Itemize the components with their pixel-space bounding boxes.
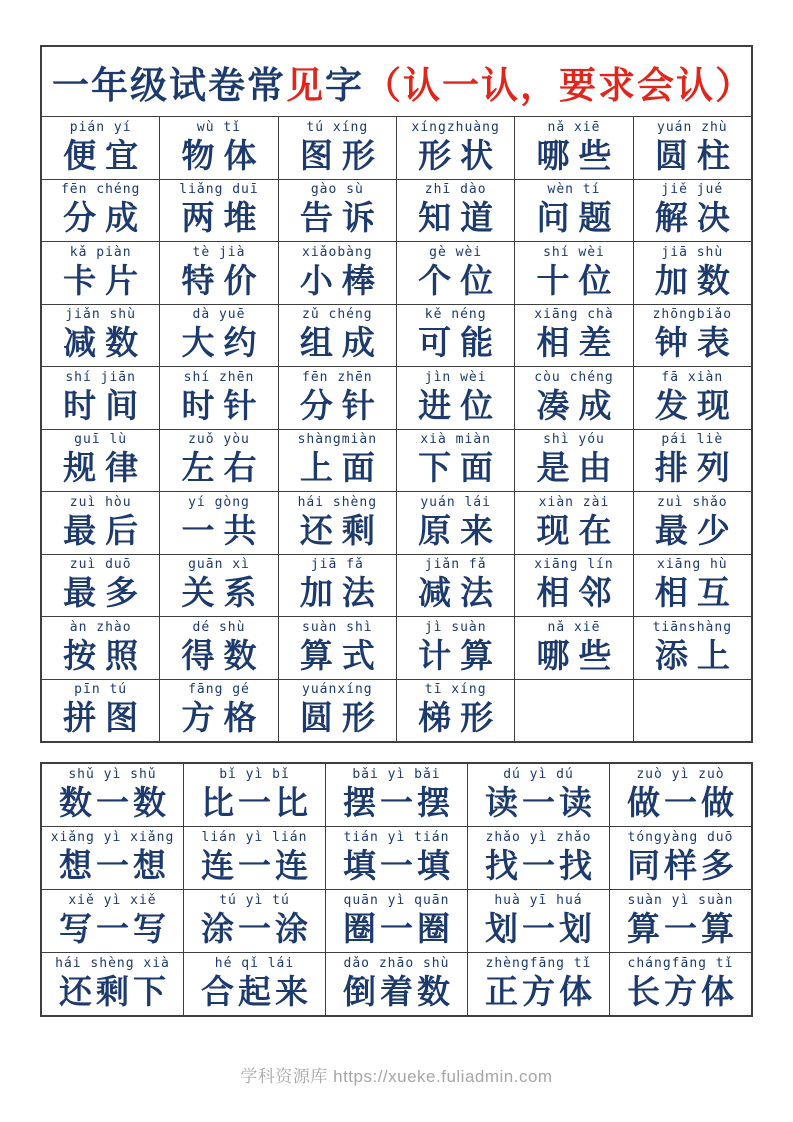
word-cell xyxy=(42,680,159,742)
pinyin-label: tián yì tián xyxy=(343,830,450,845)
hanzi-word: 左右 xyxy=(181,449,266,487)
hanzi-word: 同样多 xyxy=(627,847,738,884)
pinyin-label: shí jiān xyxy=(65,369,136,385)
title-segment-navy: 一年级试卷常 xyxy=(52,64,286,106)
hanzi-word: 哪些 xyxy=(536,636,621,674)
hanzi-word: 梯形 xyxy=(418,699,503,737)
hanzi-word: 正方体 xyxy=(485,973,596,1010)
word-cell xyxy=(184,827,325,889)
pinyin-label: jìn wèi xyxy=(424,369,487,385)
hanzi-word: 还剩 xyxy=(299,511,384,549)
hanzi-word: 小棒 xyxy=(299,261,384,299)
word-cell xyxy=(42,430,159,492)
pinyin-label: jiě jué xyxy=(661,182,724,198)
hanzi-word: 分成 xyxy=(63,199,148,237)
word-cell xyxy=(160,555,277,617)
hanzi-word: 告诉 xyxy=(299,199,384,237)
hanzi-word: 算式 xyxy=(299,636,384,674)
pinyin-label: hái shèng xià xyxy=(55,956,170,971)
hanzi-word: 想一想 xyxy=(59,847,170,884)
hanzi-word: 拼图 xyxy=(63,699,148,737)
word-cell xyxy=(610,827,751,889)
pinyin-label: yuán zhù xyxy=(657,119,728,135)
hanzi-word: 加数 xyxy=(654,261,739,299)
word-cell xyxy=(42,764,183,826)
pinyin-label: shì yóu xyxy=(543,432,605,448)
word-cell xyxy=(610,764,751,826)
hanzi-word: 摆一摆 xyxy=(343,784,454,821)
pinyin-label: hái shèng xyxy=(297,494,378,510)
pinyin-label: xíngzhuàng xyxy=(411,119,500,135)
hanzi-word: 最多 xyxy=(63,574,148,612)
hanzi-word: 按照 xyxy=(63,636,148,674)
pinyin-label: dú yì dú xyxy=(503,767,574,782)
pinyin-label: bǐ yì bǐ xyxy=(219,767,290,782)
hanzi-word: 时间 xyxy=(63,386,148,424)
hanzi-word: 圆柱 xyxy=(654,136,739,174)
title-segment-navy: 字 xyxy=(325,64,364,106)
pinyin-label: shí zhēn xyxy=(183,369,255,385)
pinyin-label: zhǎo yì zhǎo xyxy=(485,830,592,845)
hanzi-word: 两堆 xyxy=(181,199,266,237)
word-cell xyxy=(610,953,751,1015)
word-cell xyxy=(468,953,609,1015)
hanzi-word: 计算 xyxy=(418,636,503,674)
pinyin-label: shí wèi xyxy=(543,244,605,260)
hanzi-word: 倒着数 xyxy=(343,973,454,1010)
pinyin-label: shàngmiàn xyxy=(297,432,378,448)
pinyin-label: kǎ piàn xyxy=(69,244,132,260)
word-cell xyxy=(279,367,396,429)
empty-cell xyxy=(515,680,632,742)
pinyin-label: yí gòng xyxy=(188,494,250,510)
pinyin-label: tiānshàng xyxy=(652,619,733,635)
word-cell xyxy=(184,764,325,826)
word-cell xyxy=(160,242,277,304)
pinyin-label: wù tǐ xyxy=(196,119,242,135)
pinyin-label: jiǎn fǎ xyxy=(424,557,487,573)
word-cell xyxy=(279,242,396,304)
hanzi-word: 进位 xyxy=(418,386,503,424)
pinyin-label: pián yí xyxy=(69,119,132,135)
word-cell xyxy=(42,367,159,429)
word-cell xyxy=(634,617,751,679)
word-cell xyxy=(160,430,277,492)
pinyin-label: xiǎobàng xyxy=(302,244,373,260)
word-cell xyxy=(515,305,632,367)
hanzi-word: 形状 xyxy=(418,136,503,174)
hanzi-word: 划一划 xyxy=(485,910,596,947)
pinyin-label: suàn yì suàn xyxy=(627,893,734,908)
pinyin-label: gè wèi xyxy=(429,244,483,260)
hanzi-word: 找一找 xyxy=(485,847,596,884)
word-cell xyxy=(397,242,514,304)
pinyin-label: fāng gé xyxy=(188,682,250,698)
word-cell xyxy=(160,680,277,742)
pinyin-label: pīn tú xyxy=(74,682,128,698)
hanzi-word: 便宜 xyxy=(63,136,148,174)
word-cell xyxy=(515,117,632,179)
pinyin-label: quān yì quān xyxy=(343,893,450,908)
word-cell xyxy=(397,492,514,554)
word-cell xyxy=(279,305,396,367)
hanzi-word: 上面 xyxy=(299,449,384,487)
word-cell xyxy=(468,764,609,826)
hanzi-word: 长方体 xyxy=(627,973,738,1010)
hanzi-word: 规律 xyxy=(63,449,148,487)
footer-watermark xyxy=(0,1062,793,1087)
hanzi-word: 添上 xyxy=(654,636,739,674)
pinyin-label: tú yì tú xyxy=(219,893,290,908)
word-cell xyxy=(326,953,467,1015)
pinyin-label: lián yì lián xyxy=(201,830,308,845)
hanzi-word: 相差 xyxy=(536,324,621,362)
pinyin-label: hé qǐ lái xyxy=(214,956,295,971)
pinyin-label: dé shù xyxy=(192,619,246,635)
pinyin-label: kě néng xyxy=(424,307,487,323)
word-cell xyxy=(397,117,514,179)
phrases-grid xyxy=(42,764,751,1015)
pinyin-label: zǔ chéng xyxy=(302,307,373,323)
hanzi-word: 物体 xyxy=(181,136,266,174)
word-cell xyxy=(397,367,514,429)
word-cell xyxy=(42,617,159,679)
hanzi-word: 分针 xyxy=(299,386,384,424)
pinyin-label: fēn zhēn xyxy=(302,369,373,385)
hanzi-word: 涂一涂 xyxy=(201,910,312,947)
pinyin-label: nǎ xiē xyxy=(547,619,601,635)
word-cell xyxy=(397,680,514,742)
empty-cell xyxy=(634,680,751,742)
hanzi-word: 做一做 xyxy=(627,784,738,821)
hanzi-word: 合起来 xyxy=(201,973,312,1010)
hanzi-word: 组成 xyxy=(299,324,384,362)
hanzi-word: 解决 xyxy=(654,199,739,237)
word-cell xyxy=(42,305,159,367)
word-cell xyxy=(515,242,632,304)
pinyin-label: zuì duō xyxy=(69,557,132,573)
hanzi-word: 写一写 xyxy=(59,910,170,947)
hanzi-word: 加法 xyxy=(299,574,384,612)
pinyin-label: zuì shǎo xyxy=(657,494,728,510)
pinyin-label: xiàn zài xyxy=(538,494,610,510)
hanzi-word: 发现 xyxy=(654,386,739,424)
hanzi-word: 减数 xyxy=(63,324,148,362)
word-cell xyxy=(515,555,632,617)
hanzi-word: 可能 xyxy=(418,324,503,362)
pinyin-label: chángfāng tǐ xyxy=(627,956,734,971)
pinyin-label: dǎo zhāo shù xyxy=(343,956,450,971)
hanzi-word: 排列 xyxy=(654,449,739,487)
word-cell xyxy=(634,305,751,367)
hanzi-word: 凑成 xyxy=(536,386,621,424)
page-title xyxy=(42,47,754,116)
word-cell xyxy=(397,617,514,679)
hanzi-word: 填一填 xyxy=(343,847,454,884)
pinyin-label: yuán lái xyxy=(420,494,491,510)
hanzi-word: 卡片 xyxy=(63,261,148,299)
phrases-table xyxy=(40,762,753,1017)
word-cell xyxy=(279,555,396,617)
word-cell xyxy=(397,180,514,242)
pinyin-label: yuánxíng xyxy=(302,682,373,698)
word-cell xyxy=(42,890,183,952)
word-cell xyxy=(634,180,751,242)
word-cell xyxy=(160,117,277,179)
word-cell xyxy=(42,180,159,242)
word-cell xyxy=(279,180,396,242)
word-cell xyxy=(515,430,632,492)
pinyin-label: fā xiàn xyxy=(661,369,724,385)
hanzi-word: 问题 xyxy=(536,199,621,237)
pinyin-label: zhèngfāng tǐ xyxy=(485,956,592,971)
pinyin-label: zuì hòu xyxy=(69,494,132,510)
word-cell xyxy=(279,617,396,679)
hanzi-word: 现在 xyxy=(536,511,621,549)
hanzi-word: 钟表 xyxy=(654,324,739,362)
pinyin-label: huà yī huá xyxy=(494,893,583,908)
hanzi-word: 相邻 xyxy=(536,574,621,612)
hanzi-word: 算一算 xyxy=(627,910,738,947)
hanzi-word: 圆形 xyxy=(299,699,384,737)
hanzi-word: 还剩下 xyxy=(59,973,170,1010)
pinyin-label: jiǎn shù xyxy=(65,307,136,323)
pinyin-label: tī xíng xyxy=(424,682,487,698)
hanzi-word: 原来 xyxy=(418,511,503,549)
word-cell xyxy=(279,117,396,179)
pinyin-label: xiāng lín xyxy=(534,557,614,573)
hanzi-word: 方格 xyxy=(181,699,266,737)
hanzi-word: 得数 xyxy=(181,636,266,674)
word-cell xyxy=(279,430,396,492)
hanzi-word: 减法 xyxy=(418,574,503,612)
pinyin-label: zuǒ yòu xyxy=(188,432,250,448)
pinyin-label: guī lù xyxy=(74,432,128,448)
word-cell xyxy=(326,890,467,952)
hanzi-word: 是由 xyxy=(536,449,621,487)
word-cell xyxy=(468,890,609,952)
hanzi-word: 关系 xyxy=(181,574,266,612)
hanzi-word: 个位 xyxy=(418,261,503,299)
pinyin-label: fēn chéng xyxy=(60,182,141,198)
pinyin-label: pái liè xyxy=(661,432,724,448)
pinyin-label: àn zhào xyxy=(69,619,132,635)
pinyin-label: guān xì xyxy=(188,557,250,573)
hanzi-word: 十位 xyxy=(536,261,621,299)
hanzi-word: 连一连 xyxy=(201,847,312,884)
pinyin-label: dà yuē xyxy=(192,307,246,323)
hanzi-word: 知道 xyxy=(418,199,503,237)
word-cell xyxy=(279,680,396,742)
pinyin-label: wèn tí xyxy=(547,182,601,198)
word-cell xyxy=(279,492,396,554)
pinyin-label: xià miàn xyxy=(420,432,491,448)
word-cell xyxy=(42,953,183,1015)
word-cell xyxy=(160,180,277,242)
word-cell xyxy=(160,305,277,367)
word-cell xyxy=(326,827,467,889)
hanzi-word: 相互 xyxy=(654,574,739,612)
footer-text: 学科资源库 https://xueke.fuliadmin.com xyxy=(240,1067,553,1086)
pinyin-label: zhī dào xyxy=(424,182,487,198)
word-cell xyxy=(397,555,514,617)
pinyin-label: nǎ xiē xyxy=(547,119,601,135)
word-cell xyxy=(515,492,632,554)
word-cell xyxy=(634,117,751,179)
hanzi-word: 圈一圈 xyxy=(343,910,454,947)
word-cell xyxy=(184,953,325,1015)
word-cell xyxy=(42,492,159,554)
hanzi-word: 哪些 xyxy=(536,136,621,174)
word-cell xyxy=(515,617,632,679)
pinyin-label: xiāng hù xyxy=(657,557,728,573)
word-cell xyxy=(42,555,159,617)
word-cell xyxy=(634,555,751,617)
pinyin-label: jì suàn xyxy=(424,619,487,635)
word-cell xyxy=(42,242,159,304)
word-cell xyxy=(184,890,325,952)
pinyin-label: xiāng chà xyxy=(534,307,614,323)
pinyin-label: jiā shù xyxy=(661,244,724,260)
hanzi-word: 大约 xyxy=(181,324,266,362)
pinyin-label: xiě yì xiě xyxy=(68,893,157,908)
word-cell xyxy=(42,117,159,179)
hanzi-word: 数一数 xyxy=(59,784,170,821)
word-cell xyxy=(515,180,632,242)
pinyin-label: jiā fǎ xyxy=(310,557,364,573)
pinyin-label: tè jià xyxy=(192,244,246,260)
word-cell xyxy=(397,430,514,492)
hanzi-word: 一共 xyxy=(181,511,266,549)
title-segment-red: （认一认，要求会认） xyxy=(364,64,754,106)
hanzi-word: 时针 xyxy=(181,386,266,424)
hanzi-word: 最少 xyxy=(654,511,739,549)
hanzi-word: 图形 xyxy=(299,136,384,174)
pinyin-label: gào sù xyxy=(310,182,364,198)
word-cell xyxy=(515,367,632,429)
pinyin-label: bǎi yì bǎi xyxy=(352,767,441,782)
pinyin-label: zuò yì zuò xyxy=(636,767,725,782)
pinyin-label: xiǎng yì xiǎng xyxy=(50,830,175,845)
pinyin-label: suàn shì xyxy=(302,619,373,635)
hanzi-word: 特价 xyxy=(181,261,266,299)
hanzi-word: 下面 xyxy=(418,449,503,487)
word-cell xyxy=(634,242,751,304)
pinyin-label: còu chéng xyxy=(534,369,614,385)
pinyin-label: shǔ yì shǔ xyxy=(68,767,157,782)
word-cell xyxy=(42,827,183,889)
hanzi-word: 读一读 xyxy=(485,784,596,821)
word-cell xyxy=(634,430,751,492)
common-words-grid xyxy=(42,116,751,741)
word-cell xyxy=(160,492,277,554)
pinyin-label: tú xíng xyxy=(306,119,369,135)
word-cell xyxy=(634,492,751,554)
word-cell xyxy=(326,764,467,826)
title-segment-red: 见 xyxy=(286,64,325,106)
pinyin-label: tóngyàng duō xyxy=(627,830,734,845)
word-cell xyxy=(160,367,277,429)
word-cell xyxy=(634,367,751,429)
word-cell xyxy=(610,890,751,952)
pinyin-label: liǎng duī xyxy=(179,182,259,198)
hanzi-word: 最后 xyxy=(63,511,148,549)
hanzi-word: 比一比 xyxy=(201,784,312,821)
word-cell xyxy=(468,827,609,889)
pinyin-label: zhōngbiǎo xyxy=(652,307,733,323)
word-cell xyxy=(160,617,277,679)
common-words-table xyxy=(40,45,753,743)
word-cell xyxy=(397,305,514,367)
